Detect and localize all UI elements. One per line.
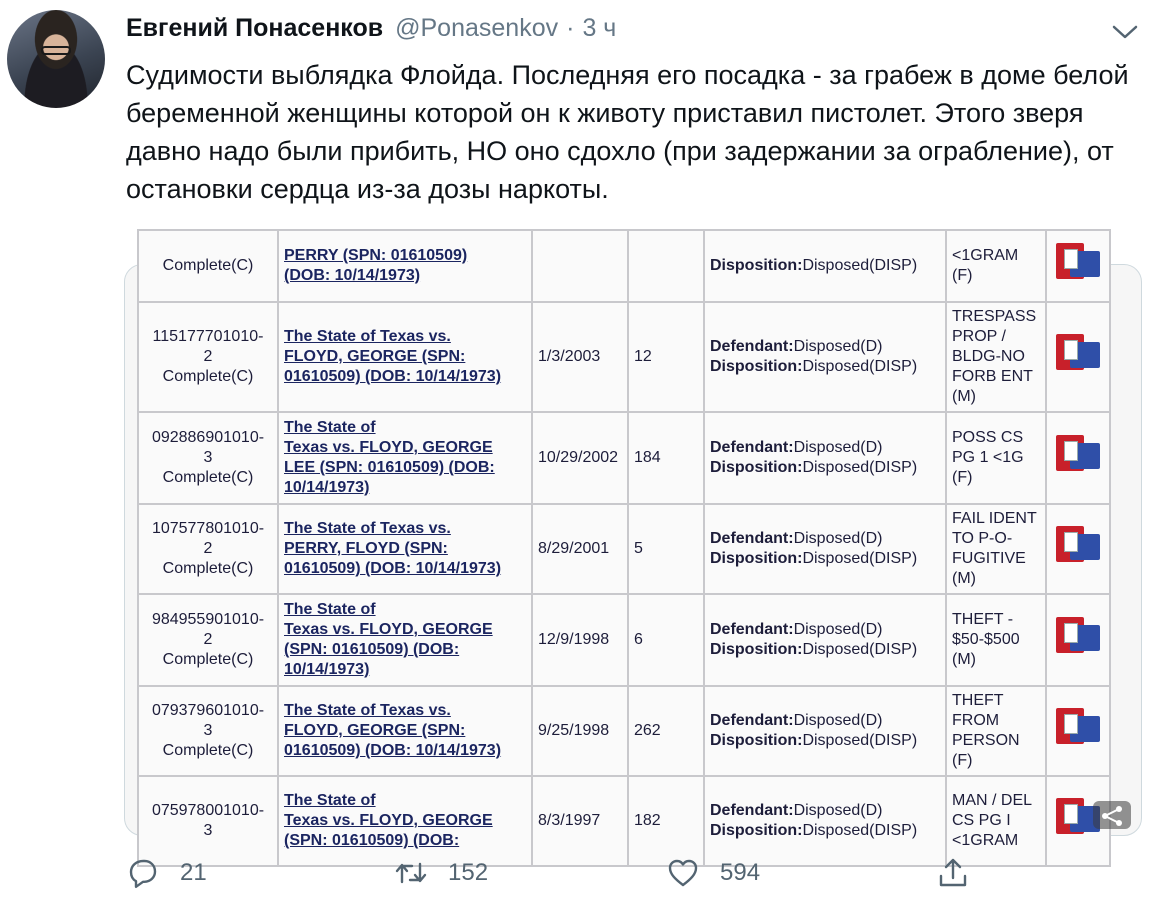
style_lines-line[interactable]: 01610509) (DOB: 10/14/1973) bbox=[284, 742, 502, 759]
tweet-time[interactable]: 3 ч bbox=[582, 14, 617, 42]
case_lines-line: 115177701010- bbox=[152, 328, 264, 345]
case-number-cell bbox=[138, 302, 278, 412]
file-date-cell: 8/3/1997 bbox=[532, 776, 628, 866]
case-style-cell bbox=[278, 302, 532, 412]
style_lines-line[interactable]: (DOB: 10/14/1973) bbox=[284, 267, 421, 284]
style_lines-line[interactable]: Texas vs. FLOYD, GEORGE bbox=[284, 439, 493, 456]
retweet-count: 152 bbox=[448, 859, 489, 886]
status-line bbox=[710, 256, 940, 276]
offense_lines-line: TO P-O- bbox=[952, 530, 1013, 547]
offense_lines-line: THEFT bbox=[952, 692, 1004, 709]
document-icon bbox=[1056, 435, 1100, 475]
author-name[interactable]: Евгений Понасенков bbox=[126, 14, 384, 42]
heart-icon bbox=[666, 856, 700, 890]
status-line bbox=[710, 821, 940, 841]
style_lines-line[interactable]: LEE (SPN: 01610509) (DOB: bbox=[284, 459, 495, 476]
table-row bbox=[138, 504, 1110, 594]
case_lines-line: 2 bbox=[203, 348, 213, 365]
case-number-cell bbox=[138, 230, 278, 302]
court-records-scan bbox=[137, 229, 1137, 867]
file-date-cell: 12/9/1998 bbox=[532, 594, 628, 686]
case_lines-line: 3 bbox=[203, 722, 213, 739]
case_lines-line: 2 bbox=[203, 631, 213, 648]
file-date-cell: 8/29/2001 bbox=[532, 504, 628, 594]
tweet-header bbox=[126, 14, 616, 43]
document-cell bbox=[1046, 594, 1110, 686]
table-row bbox=[138, 776, 1110, 866]
case_lines-line: Complete(C) bbox=[162, 742, 254, 759]
offense_lines-line: THEFT - bbox=[952, 611, 1014, 628]
table-row bbox=[138, 230, 1110, 302]
separator-dot: · bbox=[566, 14, 575, 42]
offense_lines-line: FAIL IDENT bbox=[952, 510, 1037, 527]
status-cell bbox=[704, 686, 946, 776]
status-value: Disposed(D) bbox=[793, 712, 883, 729]
style_lines-line[interactable]: PERRY (SPN: 01610509) bbox=[284, 247, 468, 264]
like-button[interactable] bbox=[666, 856, 760, 890]
status-cell bbox=[704, 776, 946, 866]
style_lines-line[interactable]: FLOYD, GEORGE (SPN: bbox=[284, 722, 466, 739]
status-line bbox=[710, 711, 940, 731]
case_lines-line: Complete(C) bbox=[162, 651, 254, 668]
avatar-glasses bbox=[41, 46, 71, 55]
status-line bbox=[710, 801, 940, 821]
style_lines-line[interactable]: The State of bbox=[284, 792, 376, 809]
status-line bbox=[710, 549, 940, 569]
status-cell bbox=[704, 230, 946, 302]
case-number-cell bbox=[138, 504, 278, 594]
offense_lines-line: $50-$500 bbox=[952, 631, 1020, 648]
days-cell: 12 bbox=[628, 302, 704, 412]
status-value: Disposed(D) bbox=[793, 530, 883, 547]
offense-cell bbox=[946, 594, 1046, 686]
style_lines-line[interactable]: FLOYD, GEORGE (SPN: bbox=[284, 348, 466, 365]
case_lines-line: 3 bbox=[203, 822, 213, 839]
offense-cell bbox=[946, 302, 1046, 412]
case-number-cell bbox=[138, 412, 278, 504]
case_lines-line: 3 bbox=[203, 449, 213, 466]
status-line bbox=[710, 458, 940, 478]
status-label: Disposition: bbox=[710, 358, 803, 375]
offense_lines-line: MAN / DEL bbox=[952, 792, 1033, 809]
style_lines-line[interactable]: PERRY, FLOYD (SPN: bbox=[284, 540, 448, 557]
days-cell: 182 bbox=[628, 776, 704, 866]
status-cell bbox=[704, 302, 946, 412]
offense_lines-line: PERSON bbox=[952, 732, 1020, 749]
offense_lines-line: POSS CS bbox=[952, 429, 1024, 446]
tweet-actions bbox=[124, 856, 984, 900]
share-icon bbox=[936, 856, 970, 890]
status-value: Disposed(D) bbox=[793, 338, 883, 355]
retweet-icon bbox=[394, 856, 428, 890]
status-value: Disposed(D) bbox=[793, 439, 883, 456]
status-value: Disposed(D) bbox=[793, 802, 883, 819]
case-style-cell bbox=[278, 686, 532, 776]
offense-cell bbox=[946, 504, 1046, 594]
offense_lines-line: (F) bbox=[952, 267, 973, 284]
offense_lines-line: <1GRAM bbox=[952, 832, 1019, 849]
status-label: Defendant: bbox=[710, 530, 794, 547]
status-value: Disposed(DISP) bbox=[802, 550, 918, 567]
case-style-cell bbox=[278, 594, 532, 686]
case_lines-line: Complete(C) bbox=[162, 560, 254, 577]
case_lines-line: 984955901010- bbox=[151, 611, 265, 628]
offense_lines-line: FUGITIVE bbox=[952, 550, 1026, 567]
status-label: Disposition: bbox=[710, 459, 803, 476]
case_lines-line: Complete(C) bbox=[162, 257, 254, 274]
status-value: Disposed(DISP) bbox=[802, 822, 918, 839]
days-cell bbox=[628, 230, 704, 302]
status-cell bbox=[704, 504, 946, 594]
style_lines-line[interactable]: The State of bbox=[284, 601, 376, 618]
offense-cell bbox=[946, 412, 1046, 504]
style_lines-line[interactable]: 01610509) (DOB: 10/14/1973) bbox=[284, 368, 502, 385]
document-icon bbox=[1056, 617, 1100, 657]
style_lines-line[interactable]: The State of bbox=[284, 419, 376, 436]
days-cell: 184 bbox=[628, 412, 704, 504]
status-line bbox=[710, 357, 940, 377]
style_lines-line[interactable]: (SPN: 01610509) (DOB: bbox=[284, 832, 460, 849]
style_lines-line[interactable]: The State of Texas vs. bbox=[284, 702, 451, 719]
table-row bbox=[138, 594, 1110, 686]
case_lines-line: 092886901010- bbox=[151, 429, 265, 446]
offense-cell bbox=[946, 686, 1046, 776]
offense_lines-line: (F) bbox=[952, 469, 973, 486]
offense_lines-line: TRESPASS bbox=[952, 308, 1037, 325]
status-cell bbox=[704, 594, 946, 686]
status-label: Defendant: bbox=[710, 802, 794, 819]
case_lines-line: 107577801010- bbox=[151, 520, 265, 537]
status-value: Disposed(DISP) bbox=[802, 641, 918, 658]
status-line bbox=[710, 337, 940, 357]
reply-button[interactable] bbox=[126, 856, 207, 890]
status-line bbox=[710, 731, 940, 751]
tweet-media[interactable] bbox=[124, 247, 1142, 849]
file-date-cell: 10/29/2002 bbox=[532, 412, 628, 504]
document-cell bbox=[1046, 504, 1110, 594]
document-cell bbox=[1046, 302, 1110, 412]
case-style-cell bbox=[278, 412, 532, 504]
offense_lines-line: <1GRAM bbox=[952, 247, 1019, 264]
offense_lines-line: CS PG I bbox=[952, 812, 1011, 829]
days-cell: 5 bbox=[628, 504, 704, 594]
status-value: Disposed(DISP) bbox=[802, 358, 918, 375]
status-label: Disposition: bbox=[710, 822, 803, 839]
like-count: 594 bbox=[720, 859, 761, 886]
status-label: Defendant: bbox=[710, 439, 794, 456]
file-date-cell: 1/3/2003 bbox=[532, 302, 628, 412]
offense_lines-line: PG 1 <1G bbox=[952, 449, 1024, 466]
style_lines-line[interactable]: Texas vs. FLOYD, GEORGE bbox=[284, 621, 493, 638]
status-label: Disposition: bbox=[710, 732, 803, 749]
reply-icon bbox=[126, 856, 160, 890]
author-handle[interactable]: @Ponasenkov bbox=[395, 14, 559, 42]
style_lines-line[interactable]: 10/14/1973) bbox=[284, 661, 370, 678]
style_lines-line[interactable]: Texas vs. FLOYD, GEORGE bbox=[284, 812, 493, 829]
offense_lines-line: FROM bbox=[952, 712, 1000, 729]
status-label: Defendant: bbox=[710, 338, 794, 355]
chevron-down-icon[interactable] bbox=[1110, 22, 1140, 42]
status-label: Disposition: bbox=[710, 550, 803, 567]
offense_lines-line: (M) bbox=[952, 651, 976, 668]
offense_lines-line: PROP / bbox=[952, 328, 1006, 345]
offense_lines-line: (M) bbox=[952, 570, 976, 587]
file-date-cell bbox=[532, 230, 628, 302]
court-records-table bbox=[137, 229, 1111, 867]
style_lines-line[interactable]: (SPN: 01610509) (DOB: bbox=[284, 641, 460, 658]
offense-cell bbox=[946, 776, 1046, 866]
case_lines-line: 2 bbox=[203, 540, 213, 557]
document-icon bbox=[1056, 334, 1100, 374]
offense_lines-line: (M) bbox=[952, 388, 976, 405]
case-number-cell bbox=[138, 686, 278, 776]
document-icon bbox=[1056, 708, 1100, 748]
status-value: Disposed(D) bbox=[793, 621, 883, 638]
status-line bbox=[710, 620, 940, 640]
case_lines-line: 079379601010- bbox=[151, 702, 265, 719]
status-line bbox=[710, 438, 940, 458]
status-value: Disposed(DISP) bbox=[802, 459, 918, 476]
status-line bbox=[710, 640, 940, 660]
style_lines-line[interactable]: 01610509) (DOB: 10/14/1973) bbox=[284, 560, 502, 577]
document-icon bbox=[1056, 526, 1100, 566]
document-cell bbox=[1046, 686, 1110, 776]
case_lines-line: Complete(C) bbox=[162, 368, 254, 385]
offense_lines-line: BLDG-NO bbox=[952, 348, 1025, 365]
status-label: Defendant: bbox=[710, 712, 794, 729]
days-cell: 262 bbox=[628, 686, 704, 776]
avatar[interactable] bbox=[7, 10, 105, 108]
expand-media-icon[interactable] bbox=[1093, 801, 1131, 829]
case-number-cell bbox=[138, 776, 278, 866]
style_lines-line[interactable]: The State of Texas vs. bbox=[284, 328, 451, 345]
case-style-cell bbox=[278, 504, 532, 594]
file-date-cell: 9/25/1998 bbox=[532, 686, 628, 776]
share-button[interactable] bbox=[936, 856, 970, 890]
case-number-cell bbox=[138, 594, 278, 686]
status-value: Disposed(DISP) bbox=[802, 732, 918, 749]
status-line bbox=[710, 529, 940, 549]
case-style-cell bbox=[278, 776, 532, 866]
document-icon bbox=[1056, 243, 1100, 283]
style_lines-line[interactable]: The State of Texas vs. bbox=[284, 520, 451, 537]
offense-cell bbox=[946, 230, 1046, 302]
case-style-cell bbox=[278, 230, 532, 302]
status-label: Disposition: bbox=[710, 641, 803, 658]
document-cell bbox=[1046, 412, 1110, 504]
table-row bbox=[138, 302, 1110, 412]
style_lines-line[interactable]: 10/14/1973) bbox=[284, 479, 370, 496]
status-value: Disposed(DISP) bbox=[802, 257, 918, 274]
status-label: Disposition: bbox=[710, 257, 803, 274]
document-cell bbox=[1046, 230, 1110, 302]
status-cell bbox=[704, 412, 946, 504]
table-row bbox=[138, 412, 1110, 504]
retweet-button[interactable] bbox=[394, 856, 488, 890]
case_lines-line: Complete(C) bbox=[162, 469, 254, 486]
table-row bbox=[138, 686, 1110, 776]
reply-count: 21 bbox=[180, 859, 207, 886]
offense_lines-line: (F) bbox=[952, 752, 973, 769]
days-cell: 6 bbox=[628, 594, 704, 686]
case_lines-line: 075978001010- bbox=[151, 802, 265, 819]
offense_lines-line: FORB ENT bbox=[952, 368, 1033, 385]
tweet-text: Судимости выблядка Флойда. Последняя его посадка - за грабеж в доме белой беременной женщины которой он к животу приставил пистолет. Этого зверя давно надо были прибить, НО оно сдохло (при задержании за ограбление), от остановки сердца из-за дозы наркоты. bbox=[126, 60, 1129, 204]
status-label: Defendant: bbox=[710, 621, 794, 638]
